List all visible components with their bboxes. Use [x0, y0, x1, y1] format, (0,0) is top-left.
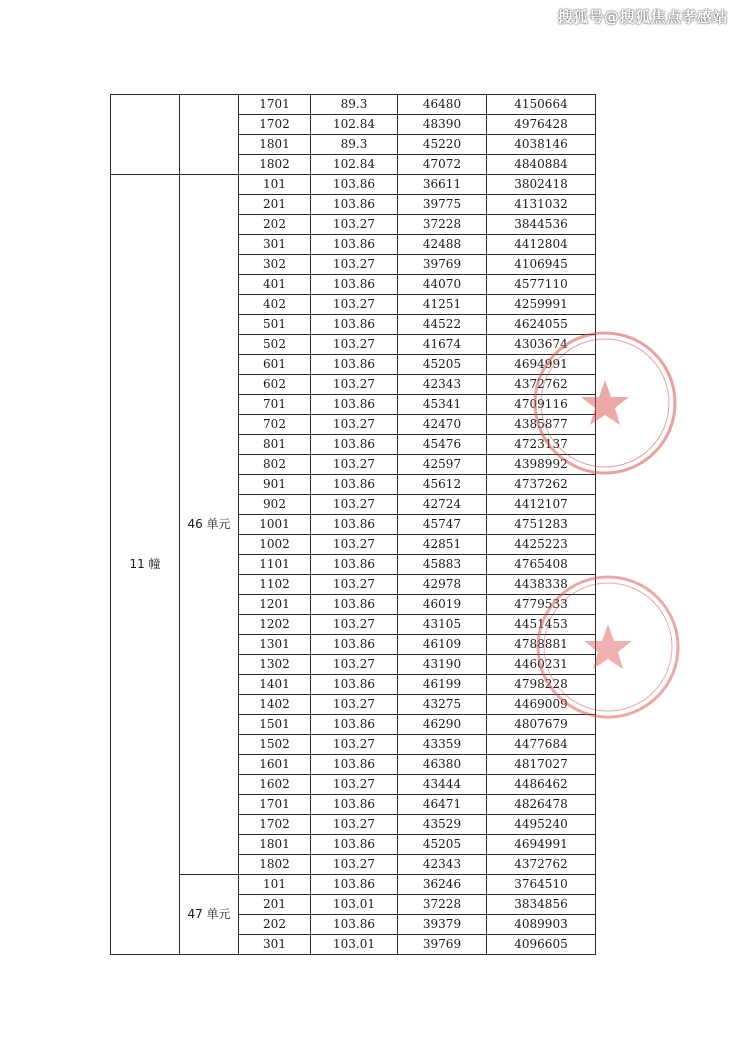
room-number-cell: 1001 [239, 515, 311, 535]
total-price-cell: 4798228 [487, 675, 596, 695]
room-number-cell: 301 [239, 935, 311, 955]
room-number-cell: 501 [239, 315, 311, 335]
total-price-cell: 4303674 [487, 335, 596, 355]
area-cell: 102.84 [311, 155, 398, 175]
room-number-cell: 1302 [239, 655, 311, 675]
room-number-cell: 1502 [239, 735, 311, 755]
room-number-cell: 901 [239, 475, 311, 495]
area-cell: 103.86 [311, 355, 398, 375]
area-cell: 103.27 [311, 775, 398, 795]
total-price-cell: 4840884 [487, 155, 596, 175]
unit-label: 47 单元 [180, 875, 239, 955]
total-price-cell: 4788881 [487, 635, 596, 655]
room-number-cell: 502 [239, 335, 311, 355]
unit-price-cell: 43190 [398, 655, 487, 675]
room-number-cell: 1801 [239, 835, 311, 855]
unit-label: 46 单元 [180, 175, 239, 875]
total-price-cell: 4495240 [487, 815, 596, 835]
unit-price-cell: 36611 [398, 175, 487, 195]
room-number-cell: 802 [239, 455, 311, 475]
area-cell: 103.01 [311, 895, 398, 915]
total-price-cell: 4460231 [487, 655, 596, 675]
total-price-cell: 4737262 [487, 475, 596, 495]
unit-price-cell: 42343 [398, 855, 487, 875]
area-cell: 103.27 [311, 495, 398, 515]
room-number-cell: 702 [239, 415, 311, 435]
total-price-cell: 4765408 [487, 555, 596, 575]
unit-label [180, 95, 239, 175]
total-price-cell: 3764510 [487, 875, 596, 895]
unit-price-cell: 43105 [398, 615, 487, 635]
unit-price-cell: 45476 [398, 435, 487, 455]
total-price-cell: 4694991 [487, 355, 596, 375]
total-price-cell: 4372762 [487, 375, 596, 395]
room-number-cell: 902 [239, 495, 311, 515]
total-price-cell: 4779533 [487, 595, 596, 615]
table-row [111, 95, 596, 115]
total-price-cell: 4624055 [487, 315, 596, 335]
room-number-cell: 1501 [239, 715, 311, 735]
area-cell: 103.27 [311, 215, 398, 235]
area-cell: 103.86 [311, 755, 398, 775]
unit-price-cell: 37228 [398, 215, 487, 235]
unit-price-cell: 42488 [398, 235, 487, 255]
total-price-cell: 4131032 [487, 195, 596, 215]
room-number-cell: 401 [239, 275, 311, 295]
area-cell: 103.27 [311, 335, 398, 355]
total-price-cell: 4412804 [487, 235, 596, 255]
room-number-cell: 1201 [239, 595, 311, 615]
total-price-cell: 4089903 [487, 915, 596, 935]
unit-price-cell: 41674 [398, 335, 487, 355]
total-price-cell: 4372762 [487, 855, 596, 875]
area-cell: 89.3 [311, 135, 398, 155]
unit-price-cell: 36246 [398, 875, 487, 895]
total-price-cell: 4398992 [487, 455, 596, 475]
unit-price-cell: 39769 [398, 255, 487, 275]
total-price-cell: 4709116 [487, 395, 596, 415]
area-cell: 103.86 [311, 475, 398, 495]
room-number-cell: 202 [239, 215, 311, 235]
unit-price-cell: 43444 [398, 775, 487, 795]
total-price-cell: 3844536 [487, 215, 596, 235]
total-price-cell: 4106945 [487, 255, 596, 275]
table-row [111, 875, 596, 895]
room-number-cell: 101 [239, 875, 311, 895]
total-price-cell: 4096605 [487, 935, 596, 955]
total-price-cell: 4976428 [487, 115, 596, 135]
unit-price-cell: 46480 [398, 95, 487, 115]
unit-price-cell: 45205 [398, 355, 487, 375]
room-number-cell: 1701 [239, 795, 311, 815]
area-cell: 103.27 [311, 615, 398, 635]
area-cell: 103.86 [311, 515, 398, 535]
room-number-cell: 1301 [239, 635, 311, 655]
building-cell-blank [111, 95, 180, 175]
room-number-cell: 1702 [239, 815, 311, 835]
unit-price-cell: 48390 [398, 115, 487, 135]
total-price-cell: 4150664 [487, 95, 596, 115]
unit-price-cell: 46109 [398, 635, 487, 655]
area-cell: 103.27 [311, 415, 398, 435]
unit-price-cell: 46199 [398, 675, 487, 695]
unit-price-cell: 45205 [398, 835, 487, 855]
area-cell: 103.86 [311, 235, 398, 255]
building-label: 11 幢 [111, 175, 180, 955]
total-price-cell: 4807679 [487, 715, 596, 735]
total-price-cell: 4577110 [487, 275, 596, 295]
room-number-cell: 601 [239, 355, 311, 375]
unit-price-cell: 45747 [398, 515, 487, 535]
total-price-cell: 4469009 [487, 695, 596, 715]
room-number-cell: 301 [239, 235, 311, 255]
unit-price-cell: 42978 [398, 575, 487, 595]
room-number-cell: 1702 [239, 115, 311, 135]
area-cell: 103.86 [311, 835, 398, 855]
room-number-cell: 1601 [239, 755, 311, 775]
room-number-cell: 1602 [239, 775, 311, 795]
watermark-text: 搜狐号@搜狐焦点孝感站 [557, 8, 728, 26]
unit-price-cell: 47072 [398, 155, 487, 175]
room-number-cell: 1802 [239, 155, 311, 175]
unit-price-cell: 37228 [398, 895, 487, 915]
area-cell: 103.86 [311, 635, 398, 655]
unit-price-cell: 45220 [398, 135, 487, 155]
area-cell: 102.84 [311, 115, 398, 135]
room-number-cell: 801 [239, 435, 311, 455]
room-number-cell: 1401 [239, 675, 311, 695]
room-number-cell: 202 [239, 915, 311, 935]
room-number-cell: 1802 [239, 855, 311, 875]
area-cell: 103.86 [311, 395, 398, 415]
area-cell: 103.86 [311, 915, 398, 935]
area-cell: 103.27 [311, 855, 398, 875]
total-price-cell: 4038146 [487, 135, 596, 155]
unit-price-cell: 42343 [398, 375, 487, 395]
unit-price-cell: 44522 [398, 315, 487, 335]
total-price-cell: 4477684 [487, 735, 596, 755]
area-cell: 103.86 [311, 555, 398, 575]
total-price-cell: 4451453 [487, 615, 596, 635]
unit-price-cell: 43359 [398, 735, 487, 755]
unit-price-cell: 46380 [398, 755, 487, 775]
area-cell: 103.27 [311, 255, 398, 275]
unit-price-cell: 45612 [398, 475, 487, 495]
area-cell: 103.86 [311, 715, 398, 735]
area-cell: 103.27 [311, 455, 398, 475]
total-price-cell: 4412107 [487, 495, 596, 515]
unit-price-cell: 39775 [398, 195, 487, 215]
room-number-cell: 1202 [239, 615, 311, 635]
room-number-cell: 1102 [239, 575, 311, 595]
total-price-cell: 4694991 [487, 835, 596, 855]
table-row [111, 175, 596, 195]
unit-price-cell: 45341 [398, 395, 487, 415]
area-cell: 103.27 [311, 295, 398, 315]
area-cell: 103.86 [311, 595, 398, 615]
room-number-cell: 201 [239, 195, 311, 215]
total-price-cell: 4817027 [487, 755, 596, 775]
unit-price-cell: 42851 [398, 535, 487, 555]
unit-price-cell: 39769 [398, 935, 487, 955]
area-cell: 103.27 [311, 735, 398, 755]
unit-price-cell: 42597 [398, 455, 487, 475]
area-cell: 103.27 [311, 655, 398, 675]
area-cell: 103.01 [311, 935, 398, 955]
unit-price-cell: 46290 [398, 715, 487, 735]
room-number-cell: 1801 [239, 135, 311, 155]
unit-price-cell: 45883 [398, 555, 487, 575]
area-cell: 103.86 [311, 675, 398, 695]
total-price-cell: 4723137 [487, 435, 596, 455]
total-price-cell: 4425223 [487, 535, 596, 555]
room-number-cell: 201 [239, 895, 311, 915]
room-number-cell: 1101 [239, 555, 311, 575]
total-price-cell: 3834856 [487, 895, 596, 915]
room-number-cell: 1701 [239, 95, 311, 115]
total-price-cell: 4486462 [487, 775, 596, 795]
unit-price-cell: 41251 [398, 295, 487, 315]
unit-price-cell: 46019 [398, 595, 487, 615]
total-price-cell: 4826478 [487, 795, 596, 815]
unit-price-cell: 42724 [398, 495, 487, 515]
price-table [110, 94, 596, 955]
total-price-cell: 3802418 [487, 175, 596, 195]
unit-price-cell: 39379 [398, 915, 487, 935]
room-number-cell: 701 [239, 395, 311, 415]
room-number-cell: 602 [239, 375, 311, 395]
room-number-cell: 402 [239, 295, 311, 315]
area-cell: 103.86 [311, 435, 398, 455]
area-cell: 103.27 [311, 535, 398, 555]
area-cell: 103.27 [311, 375, 398, 395]
area-cell: 103.86 [311, 875, 398, 895]
unit-price-cell: 43529 [398, 815, 487, 835]
unit-price-cell: 46471 [398, 795, 487, 815]
area-cell: 89.3 [311, 95, 398, 115]
area-cell: 103.27 [311, 695, 398, 715]
total-price-cell: 4385877 [487, 415, 596, 435]
total-price-cell: 4751283 [487, 515, 596, 535]
room-number-cell: 101 [239, 175, 311, 195]
area-cell: 103.86 [311, 275, 398, 295]
total-price-cell: 4259991 [487, 295, 596, 315]
area-cell: 103.27 [311, 815, 398, 835]
room-number-cell: 302 [239, 255, 311, 275]
room-number-cell: 1402 [239, 695, 311, 715]
total-price-cell: 4438338 [487, 575, 596, 595]
room-number-cell: 1002 [239, 535, 311, 555]
unit-price-cell: 44070 [398, 275, 487, 295]
area-cell: 103.86 [311, 175, 398, 195]
unit-price-cell: 43275 [398, 695, 487, 715]
area-cell: 103.27 [311, 575, 398, 595]
area-cell: 103.86 [311, 195, 398, 215]
area-cell: 103.86 [311, 315, 398, 335]
unit-price-cell: 42470 [398, 415, 487, 435]
area-cell: 103.86 [311, 795, 398, 815]
